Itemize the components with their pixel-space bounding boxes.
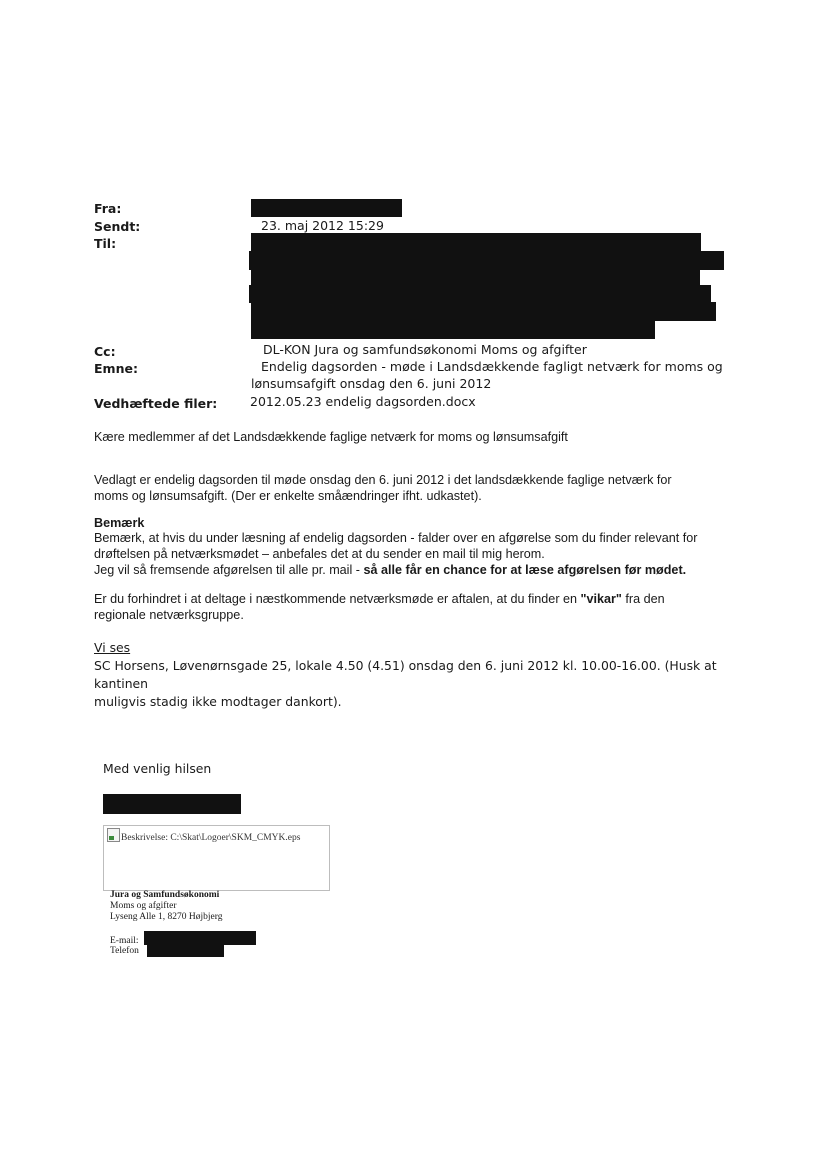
see-you-heading: Vi ses <box>94 640 131 655</box>
paragraph-intro <box>94 472 734 504</box>
note-line-2: drøftelsen på netværksmødet – anbefales det at du sender en mail til mig herom. <box>94 547 545 561</box>
paragraph-intro-line-2: moms og lønsumsafgift. (Der er enkelte småændringer ifht. udkastet). <box>94 489 482 503</box>
location-paragraph <box>94 657 734 711</box>
note-heading: Bemærk <box>94 516 145 530</box>
from-redaction <box>251 199 402 217</box>
subject-line-1: Endelig dagsorden - møde i Landsdækkende fagligt netværk for moms og <box>261 359 723 374</box>
attachment-file[interactable]: 2012.05.23 endelig dagsorden.docx <box>250 394 476 409</box>
name-redaction <box>103 794 241 814</box>
vikar-word: "vikar" <box>580 592 622 606</box>
logo-alt <box>107 828 300 844</box>
from-label: Fra: <box>94 201 122 216</box>
signature-address: Lyseng Alle 1, 8270 Højbjerg <box>110 912 223 922</box>
phone-redaction <box>147 945 224 957</box>
phone-label: Telefon <box>110 946 139 956</box>
note-line-3 <box>94 562 734 578</box>
sent-value: 23. maj 2012 15:29 <box>261 218 384 233</box>
absent-line-1 <box>94 591 734 607</box>
location-line-2: muligvis stadig ikke modtager dankort). <box>94 694 342 709</box>
signature-unit: Moms og afgifter <box>110 901 177 911</box>
closing: Med venlig hilsen <box>103 761 212 776</box>
attachments-label: Vedhæftede filer: <box>94 396 218 411</box>
location-line-1: SC Horsens, Løvenørnsgade 25, lokale 4.50 (4.51) onsdag den 6. juni 2012 kl. 10.00-16.00. (Husk at kantinen <box>94 658 717 691</box>
paragraph-intro-line-1: Vedlagt er endelig dagsorden til møde onsdag den 6. juni 2012 i det landsdækkende faglige netværk for <box>94 473 672 487</box>
note-paragraph <box>94 530 734 578</box>
broken-image-icon <box>107 828 120 842</box>
sent-label: Sendt: <box>94 219 141 234</box>
logo-placeholder <box>103 825 330 891</box>
note-line-3-bold: så alle får en chance for at læse afgørelsen før mødet. <box>363 563 687 577</box>
email-redaction <box>144 931 256 945</box>
note-line-3-start: Jeg vil så fremsende afgørelsen til alle pr. mail - <box>94 563 364 577</box>
absent-paragraph <box>94 591 734 623</box>
subject-line-2: lønsumsafgift onsdag den 6. juni 2012 <box>251 376 492 391</box>
cc-label: Cc: <box>94 344 116 359</box>
logo-alt-text: Beskrivelse: C:\Skat\Logoer\SKM_CMYK.eps <box>121 833 301 843</box>
to-label: Til: <box>94 236 117 251</box>
absent-line-2: regionale netværksgruppe. <box>94 608 244 622</box>
greeting: Kære medlemmer af det Landsdækkende faglige netværk for moms og lønsumsafgift <box>94 430 568 444</box>
absent-line-1-end: fra den <box>621 592 665 606</box>
cc-value: DL-KON Jura og samfundsøkonomi Moms og afgifter <box>263 342 587 357</box>
subject-label: Emne: <box>94 361 138 376</box>
signature-dept: Jura og Samfundsøkonomi <box>110 890 220 900</box>
email-label: E-mail: <box>110 936 139 946</box>
absent-line-1-start: Er du forhindret i at deltage i næstkommende netværksmøde er aftalen, at du finder en <box>94 592 581 606</box>
note-line-1: Bemærk, at hvis du under læsning af endelig dagsorden - falder over en afgørelse som du finder relevant for <box>94 531 698 545</box>
